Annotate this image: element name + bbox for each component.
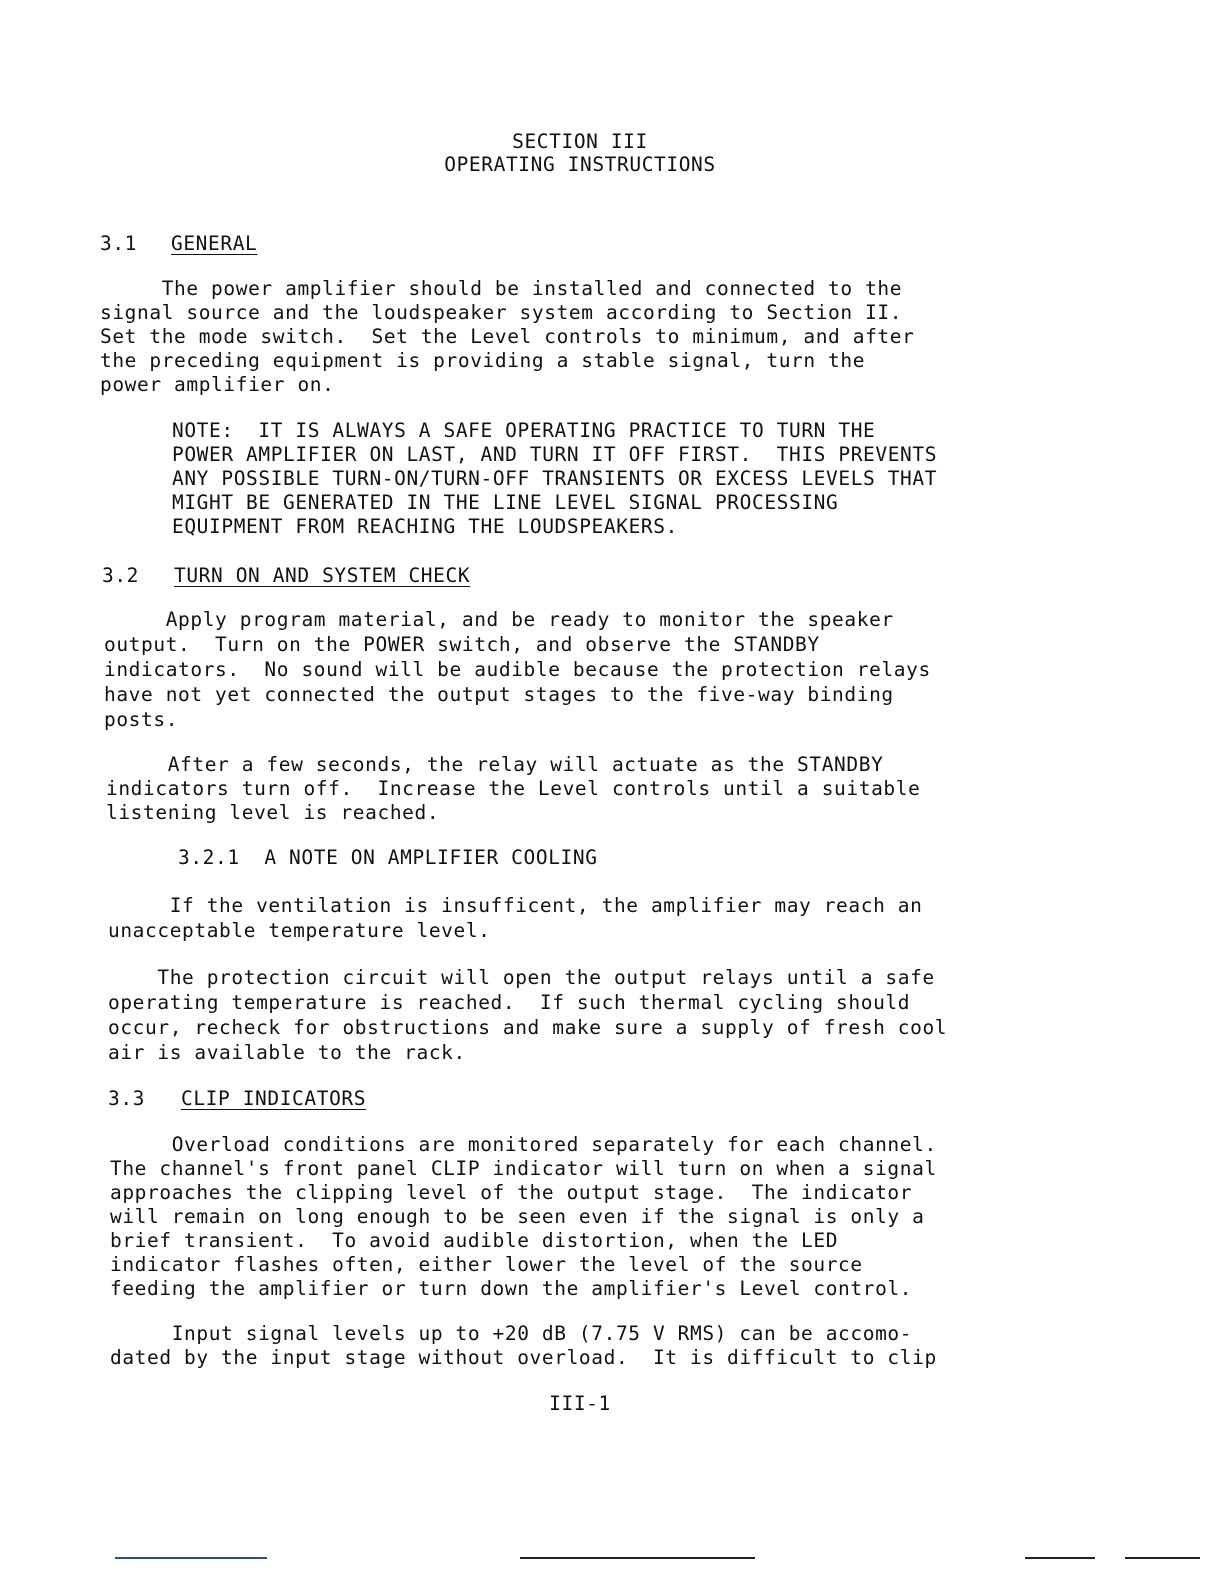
text-line: ANY POSSIBLE TURN-ON/TURN-OFF TRANSIENTS OR EXCESS LEVELS THAT (172, 467, 938, 490)
section-number: 3.1 (100, 232, 138, 255)
subsection-3-2-1-heading: 3.2.1 A NOTE ON AMPLIFIER COOLING (178, 846, 598, 869)
text-line: listening level is reached. (106, 801, 440, 824)
text-line: operating temperature is reached. If such thermal cycling should (108, 991, 911, 1014)
text-line: posts. (104, 708, 179, 731)
section-label: SECTION III (512, 130, 648, 153)
text-line: the preceding equipment is providing a stable signal, turn the (100, 349, 866, 372)
text-line: unacceptable temperature level. (108, 919, 491, 942)
text-line: The protection circuit will open the output relays until a safe (108, 966, 935, 989)
text-line: have not yet connected the output stages to the five-way binding (104, 683, 894, 706)
text-line: EQUIPMENT FROM REACHING THE LOUDSPEAKERS. (172, 515, 678, 538)
page-title: OPERATING INSTRUCTIONS (444, 153, 716, 176)
section-number: 3.2 (102, 564, 140, 587)
section-number: 3.3 (108, 1087, 146, 1110)
section-title: TURN ON AND SYSTEM CHECK (174, 564, 471, 587)
text-line: will remain on long enough to be seen even if the signal is only a (110, 1205, 925, 1228)
page-number: III-1 (549, 1392, 611, 1415)
text-line: output. Turn on the POWER switch, and observe the STANDBY (104, 633, 820, 656)
text-line: If the ventilation is insufficent, the amplifier may reach an (108, 894, 923, 917)
text-line: The channel's front panel CLIP indicator will turn on when a signal (110, 1157, 937, 1180)
text-line: Apply program material, and be ready to monitor the speaker (104, 608, 894, 631)
scan-artifact-line (1025, 1557, 1095, 1559)
section-title: CLIP INDICATORS (181, 1087, 367, 1110)
text-line: indicator flashes often, either lower the level of the source (110, 1253, 863, 1276)
text-line: After a few seconds, the relay will actuate as the STANDBY (106, 753, 884, 776)
text-line: indicators. No sound will be audible because the protection relays (104, 658, 931, 681)
section-title: GENERAL (171, 232, 258, 255)
text-line: The power amplifier should be installed and connected to the (100, 277, 903, 300)
text-line: signal source and the loudspeaker system according to Section II. (100, 301, 903, 324)
text-line: approaches the clipping level of the output stage. The indicator (110, 1181, 913, 1204)
text-line: feeding the amplifier or turn down the amplifier's Level control. (110, 1277, 913, 1300)
text-line: Overload conditions are monitored separately for each channel. (110, 1133, 937, 1156)
text-line: air is available to the rack. (108, 1041, 466, 1064)
text-line: Input signal levels up to +20 dB (7.75 V RMS) can be accomo- (110, 1322, 913, 1345)
text-line: occur, recheck for obstructions and make sure a supply of fresh cool (108, 1016, 948, 1039)
text-line: Set the mode switch. Set the Level controls to minimum, and after (100, 325, 915, 348)
text-line: NOTE: IT IS ALWAYS A SAFE OPERATING PRACTICE TO TURN THE (172, 419, 876, 442)
text-line: MIGHT BE GENERATED IN THE LINE LEVEL SIGNAL PROCESSING (172, 491, 839, 514)
text-line: brief transient. To avoid audible distortion, when the LED (110, 1229, 839, 1252)
text-line: POWER AMPLIFIER ON LAST, AND TURN IT OFF FIRST. THIS PREVENTS (172, 443, 938, 466)
text-line: indicators turn off. Increase the Level controls until a suitable (106, 777, 921, 800)
scan-artifact-line (520, 1557, 755, 1559)
text-line: dated by the input stage without overload. It is difficult to clip (110, 1346, 937, 1369)
text-line: power amplifier on. (100, 373, 335, 396)
scan-artifact-line (115, 1557, 267, 1559)
scan-artifact-line (1125, 1557, 1200, 1559)
